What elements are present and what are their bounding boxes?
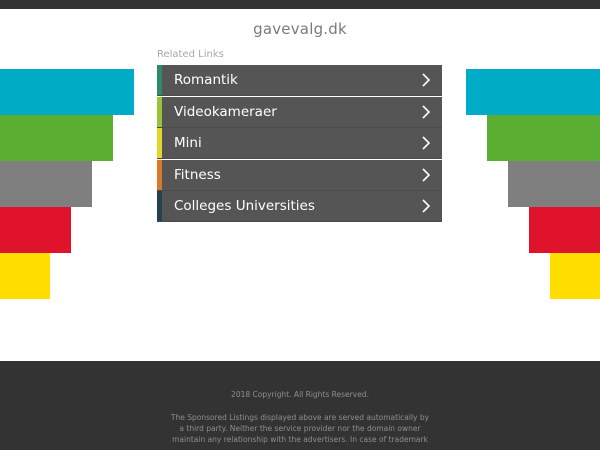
link-accent-bar [157,97,162,127]
disclaimer-text: The Sponsored Listings displayed above are served automatically by a third party. Neither the service provider nor the domain owner maintain any relationship with the advertisers. In case of trademark [170,413,430,444]
right-stripe-red [529,207,600,253]
right-stripe-gray [508,161,600,207]
related-links-list [157,65,442,223]
link-label: Colleges Universities [174,198,315,215]
site-title: gavevalg.dk [253,20,347,38]
related-links-heading: Related Links [157,49,224,60]
chevron-right-icon [419,199,433,213]
copyright-text: 2018 Copyright. All Rights Reserved. [231,390,369,399]
link-accent-bar [157,160,162,190]
chevron-right-icon [419,136,433,150]
link-fitness[interactable] [157,160,442,191]
right-stripe-yellow [550,253,600,299]
top-bar [0,0,600,9]
chevron-right-icon [419,73,433,87]
left-stripe-green [0,115,113,161]
footer [0,361,600,450]
link-label: Fitness [174,166,221,183]
chevron-right-icon [419,105,433,119]
right-stripe-cyan [466,69,600,115]
chevron-right-icon [419,168,433,182]
left-stripe-gray [0,161,92,207]
link-romantik[interactable] [157,65,442,96]
right-stripe-green [487,115,600,161]
link-videokameraer[interactable] [157,97,442,128]
link-accent-bar [157,191,162,221]
link-accent-bar [157,65,162,95]
link-label: Mini [174,135,202,152]
left-stripe-cyan [0,69,134,115]
link-colleges-universities[interactable] [157,191,442,222]
left-stripe-red [0,207,71,253]
left-stripe-yellow [0,253,50,299]
link-label: Romantik [174,72,238,88]
link-label: Videokameraer [174,103,277,120]
link-mini[interactable] [157,128,442,159]
link-accent-bar [157,128,162,158]
